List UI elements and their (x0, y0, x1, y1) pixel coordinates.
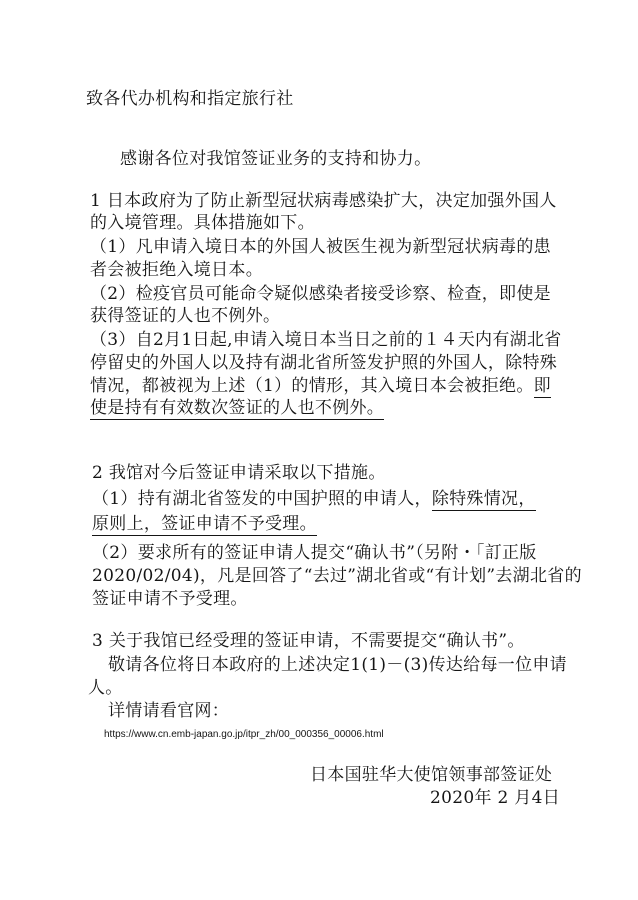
section1-item2-line-1: （2）检疫官员可能命令疑似感染者接受诊察、检查，即使是 (90, 284, 551, 304)
embassy-website-url[interactable]: https://www.cn.emb-japan.go.jp/itpr_zh/00_000356_00006.html (104, 729, 384, 740)
section2-item1-line-1 (92, 488, 536, 510)
section1-line-1: 1 日本政府为了防止新型冠状病毒感染扩大，决定加强外国人 (90, 191, 557, 211)
section2-item2-line-1: （2）要求所有的签证申请人提交“确认书”（另附・「訂正版 (92, 543, 537, 563)
section2-item1-line-1-text: （1）持有湖北省签发的中国护照的申请人， (92, 489, 432, 509)
section1-item2-line-2: 获得签证的人也不例外。 (90, 306, 281, 326)
underlined-text: 原则上，签证申请不予受理。 (92, 514, 317, 534)
details-label: 详情请看官网： (108, 701, 230, 721)
underlined-text: 使是持有有效数次签证的人也不例外。 (90, 398, 385, 418)
underlined-text: 即 (533, 376, 551, 396)
section1-item1-line-2: 者会被拒绝入境日本。 (90, 260, 263, 280)
section1-item3-line-3 (90, 375, 551, 397)
section1-item3-line-1: （3）自2月1日起,申请入境日本当日之前的１４天内有湖北省 (90, 330, 562, 350)
section1-item1-line-1: （1）凡申请入境日本的外国人被医生视为新型冠状病毒的患 (90, 237, 551, 257)
section1-item3-line-2: 停留史的外国人以及持有湖北省所签发护照的外国人，除特殊 (90, 353, 558, 373)
section3-line-2: 敬请各位将日本政府的上述决定1(1)－(3)传达给每一位申请 (108, 655, 567, 675)
section2-item2-line-3: 签证申请不予受理。 (92, 589, 248, 609)
signature-organization: 日本国驻华大使馆领事部签证处 (310, 765, 553, 785)
section3-line-1: 3 关于我馆已经受理的签证申请，不需要提交“确认书”。 (92, 631, 525, 651)
underlined-text: 除特殊情况， (431, 489, 536, 509)
thanks-line: 感谢各位对我馆签证业务的支持和协力。 (120, 149, 432, 169)
addressee-line: 致各代办机构和指定旅行社 (86, 89, 294, 109)
section2-line-1: 2 我馆对今后签证申请采取以下措施。 (92, 463, 386, 483)
section2-item1-line-2 (92, 513, 317, 535)
section1-item3-line-3-text: 情况，都被视为上述（1）的情形，其入境日本会被拒绝。 (90, 376, 534, 396)
section1-item3-line-4 (90, 397, 384, 419)
signature-date: 2020年 2 月4日 (430, 788, 561, 808)
section2-item2-line-2: 2020/02/04)，凡是回答了“去过”湖北省或“有计划”去湖北省的 (92, 566, 582, 586)
section1-line-2: 的入境管理。具体措施如下。 (90, 213, 315, 233)
section3-line-3: 人。 (88, 678, 123, 698)
